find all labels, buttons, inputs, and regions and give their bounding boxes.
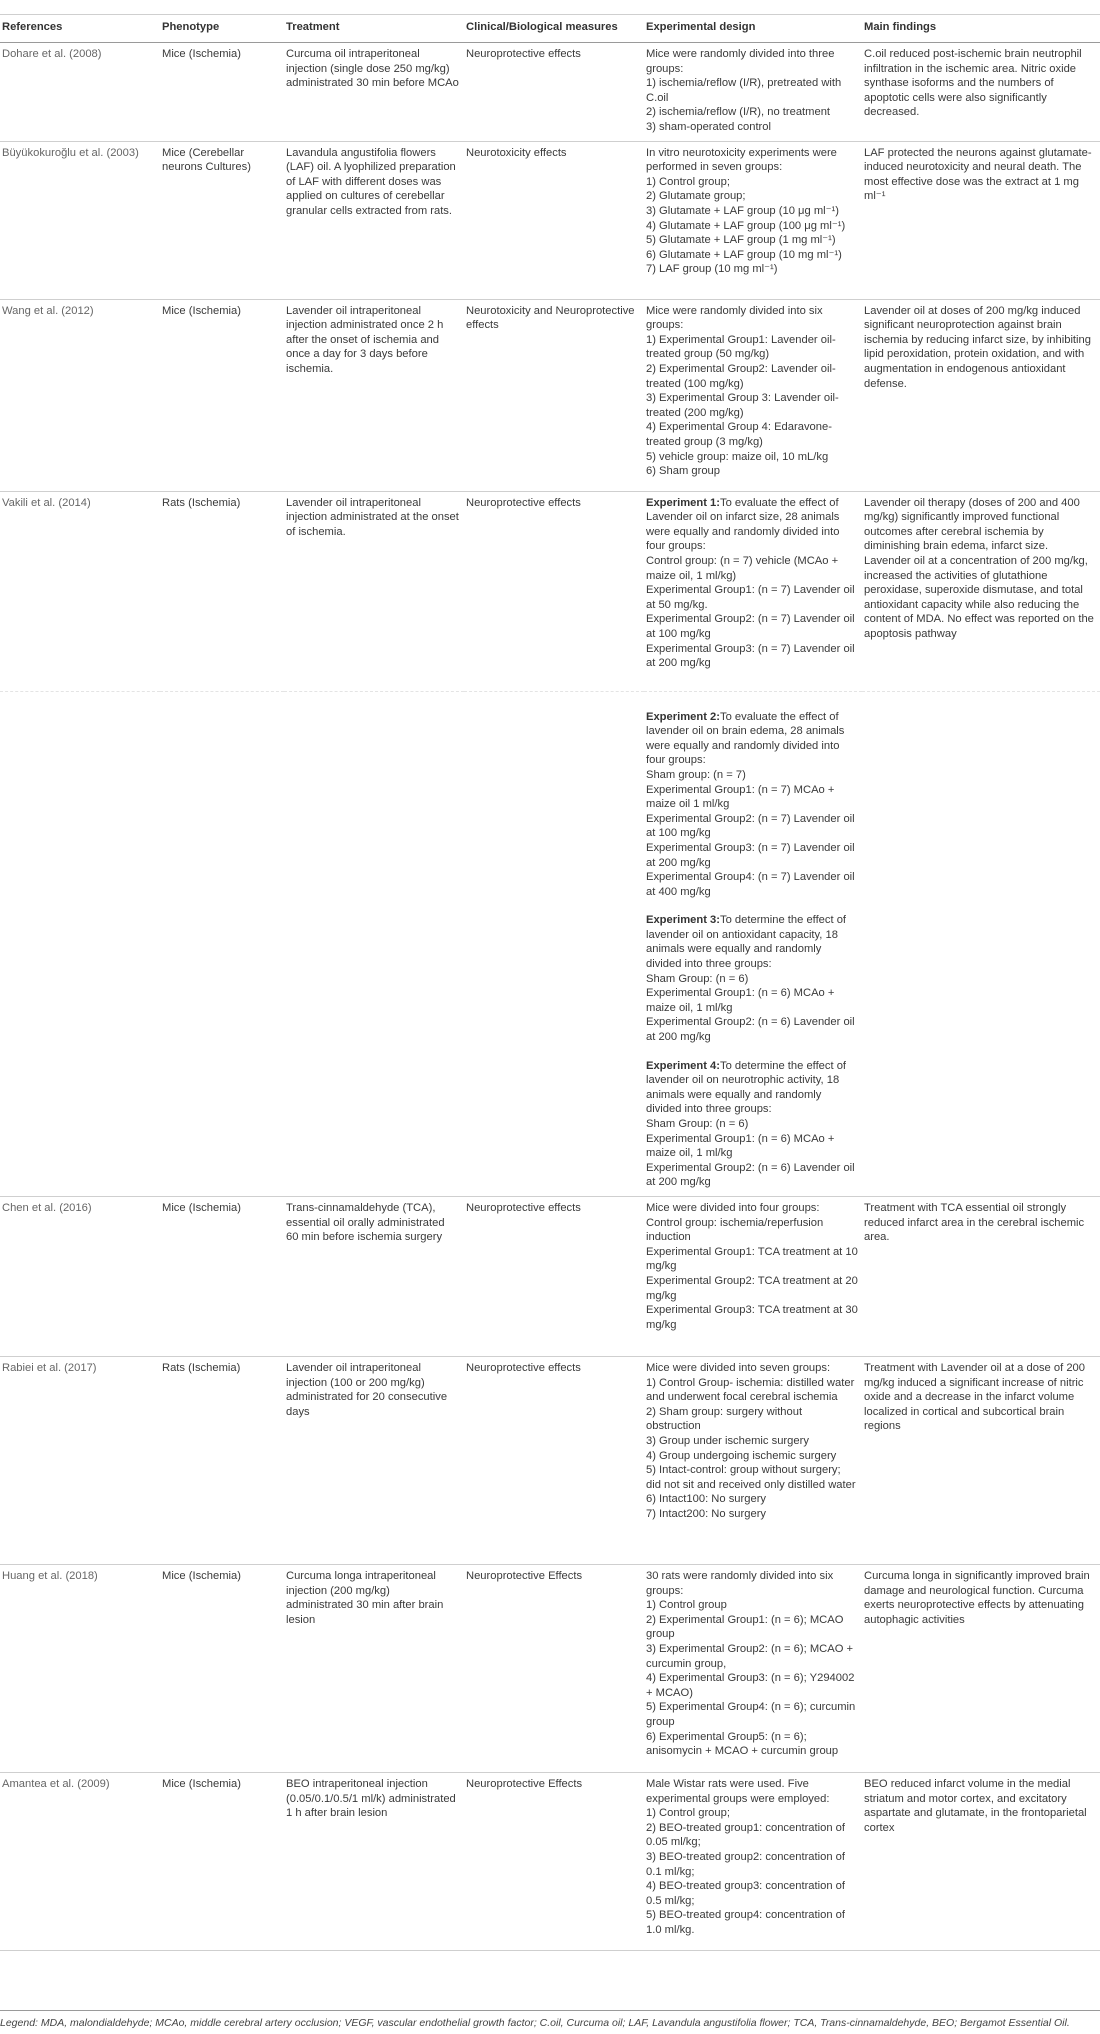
- header-references: References: [0, 15, 160, 43]
- design-line: 3) Glutamate + LAF group (10 μg ml⁻¹): [646, 204, 839, 217]
- design-line: 2) Experimental Group2: Lavender oil-treated (100 mg/kg): [646, 362, 836, 390]
- experiment-block: [646, 710, 858, 900]
- design-line: 6) Experimental Group5: (n = 6); anisomycin + MCAO + curcumin group: [646, 1730, 839, 1758]
- cell-design: [644, 43, 862, 142]
- design-line: Male Wistar rats were used. Five experimental groups were employed:: [646, 1777, 830, 1805]
- cell-treatment: BEO intraperitoneal injection (0.05/0.1/0.5/1 ml/k) administrated 1 h after brain lesion: [284, 1772, 464, 1950]
- design-line: 5) vehicle group: maize oil, 10 mL/kg: [646, 450, 829, 463]
- design-line: Control group: (n = 7) vehicle (MCAo + maize oil, 1 ml/kg): [646, 554, 839, 582]
- cell-reference: Rabiei et al. (2017): [0, 1356, 160, 1564]
- cell-measures: Neurotoxicity effects: [464, 141, 644, 299]
- cell-findings: Treatment with Lavender oil at a dose of 200 mg/kg induced a significant increase of nitric oxide and a decrease in the infarct volume localized in cortical and subcortical brain regions: [862, 1356, 1100, 1564]
- design-line: 5) BEO-treated group4: concentration of 1.0 ml/kg.: [646, 1909, 846, 1936]
- experiment-block: [646, 913, 858, 1044]
- cell-treatment: Lavandula angustifolia flowers (LAF) oil. A lyophilized preparation of LAF with different doses was applied on cultures of cerebellar granular cells extracted from rats.: [284, 141, 464, 299]
- design-line: Sham Group: (n = 6): [646, 972, 749, 985]
- experiment-text: To evaluate the effect of Lavender oil on infarct size, 28 animals were equally and randomly divided into four groups:: [646, 496, 840, 553]
- cell-treatment: Curcuma oil intraperitoneal injection (single dose 250 mg/kg) administrated 30 min before MCAo: [284, 43, 464, 142]
- design-line: 3) sham-operated control: [646, 120, 771, 133]
- design-line: In vitro neurotoxicity experiments were performed in seven groups:: [646, 146, 837, 174]
- design-line: Experimental Group2: (n = 7) Lavender oil at 100 mg/kg: [646, 613, 855, 640]
- design-line: Experimental Group4: (n = 7) Lavender oil at 400 mg/kg: [646, 871, 855, 898]
- design-line: 6) Glutamate + LAF group (10 mg ml⁻¹): [646, 248, 842, 261]
- cell-phenotype: Mice (Cerebellar neurons Cultures): [160, 141, 284, 299]
- cell-measures: Neurotoxicity and Neuroprotective effects: [464, 299, 644, 491]
- design-line: Experimental Group2: (n = 6) Lavender oil at 200 mg/kg: [646, 1161, 855, 1189]
- cell-findings: C.oil reduced post-ischemic brain neutrophil infiltration in the ischemic area. Nitric oxide synthase isoforms and the numbers of apoptotic cells were also significantly decreased.: [862, 43, 1100, 142]
- cell-design: [644, 299, 862, 491]
- table-row: [0, 1564, 1100, 1772]
- cell-findings: BEO reduced infarct volume in the medial striatum and motor cortex, and excitatory aspartate and glutamate, in the frontoparietal cortex: [862, 1772, 1100, 1950]
- cell-treatment: Curcuma longa intraperitoneal injection (200 mg/kg) administrated 30 min after brain lesion: [284, 1564, 464, 1772]
- cell-reference: Chen et al. (2016): [0, 1196, 160, 1356]
- experiment-title: Experiment 1:: [646, 496, 720, 509]
- table-row: [0, 1196, 1100, 1356]
- cell-treatment: Lavender oil intraperitoneal injection (100 or 200 mg/kg) administrated for 20 consecutive days: [284, 1356, 464, 1564]
- experiment-title: Experiment 2:: [646, 710, 720, 723]
- table-row-continuation: [0, 691, 1100, 1196]
- cell-measures: Neuroprotective effects: [464, 1196, 644, 1356]
- design-line: 1) Experimental Group1: Lavender oil-treated group (50 mg/kg): [646, 333, 836, 361]
- cell-design: [644, 491, 862, 691]
- design-line: 1) Control Group- ischemia: distilled water and underwent focal cerebral ischemia: [646, 1376, 855, 1404]
- design-line: Sham Group: (n = 6): [646, 1118, 749, 1130]
- cell-design: [644, 1196, 862, 1356]
- design-line: 7) Intact200: No surgery: [646, 1507, 767, 1520]
- cell-findings: Lavender oil at doses of 200 mg/kg induced significant neuroprotection against brain ischemia by reducing infarct size, by inhibiting lipid peroxidation, protein oxidation, and with augmentation in endogenous antioxidant defense.: [862, 299, 1100, 491]
- design-line: Mice were divided into seven groups:: [646, 1361, 831, 1374]
- cell-findings: LAF protected the neurons against glutamate-induced neurotoxicity and neural death. The most effective dose was the extract at 1 mg ml⁻¹: [862, 141, 1100, 299]
- cell-findings: Treatment with TCA essential oil strongly reduced infarct area in the cerebral ischemic area.: [862, 1196, 1100, 1356]
- header-phenotype: Phenotype: [160, 15, 284, 43]
- cell-phenotype: Mice (Ischemia): [160, 1564, 284, 1772]
- design-line: 6) Intact100: No surgery: [646, 1493, 767, 1506]
- table-header-row: [0, 15, 1100, 43]
- cell-design: [644, 141, 862, 299]
- cell-reference: Huang et al. (2018): [0, 1564, 160, 1772]
- cell-reference: Amantea et al. (2009): [0, 1772, 160, 1950]
- cell-reference: Wang et al. (2012): [0, 299, 160, 491]
- cell-reference: Vakili et al. (2014): [0, 491, 160, 691]
- design-line: 3) Experimental Group 3: Lavender oil-treated (200 mg/kg): [646, 392, 839, 419]
- design-line: 4) Experimental Group3: (n = 6); Y294002 + MCAO): [646, 1672, 855, 1699]
- design-line: Experimental Group1: (n = 6) MCAo + maize oil, 1 ml/kg: [646, 987, 835, 1014]
- table-legend: Legend: MDA, malondialdehyde; MCAo, middle cerebral artery occlusion; VEGF, vascular endothelial growth factor; C.oil, Curcuma oil; LAF, Lavandula angustifolia flower; TCA, Trans-cinnamaldehyde, BEO; Bergamot Essential Oil.: [0, 2010, 1100, 2031]
- header-treatment: Treatment: [284, 15, 464, 43]
- experiment-title: Experiment 4:: [646, 1059, 720, 1072]
- experiment-block: [646, 1059, 858, 1190]
- experiment-title: Experiment 3:: [646, 914, 720, 927]
- design-line: 1) Control group;: [646, 1807, 730, 1820]
- design-line: Mice were divided into four groups:: [646, 1201, 820, 1214]
- design-line: Experimental Group2: TCA treatment at 20 mg/kg: [646, 1274, 858, 1302]
- design-line: 2) Experimental Group1: (n = 6); MCAO group: [646, 1613, 844, 1641]
- header-design: Experimental design: [644, 15, 862, 43]
- table-row: [0, 1772, 1100, 1950]
- design-line: Experimental Group2: (n = 6) Lavender oil at 200 mg/kg: [646, 1016, 855, 1044]
- design-line: 3) BEO-treated group2: concentration of 0.1 ml/kg;: [646, 1850, 846, 1878]
- faded-caption-strip: [0, 0, 1100, 10]
- design-line: 5) Intact-control: group without surgery; did not sit and received only distilled water: [646, 1464, 856, 1491]
- table-row: [0, 1356, 1100, 1564]
- design-line: 2) BEO-treated group1: concentration of 0.05 ml/kg;: [646, 1821, 846, 1849]
- design-line: 2) Sham group: surgery without obstruction: [646, 1405, 803, 1433]
- cell-measures: Neuroprotective effects: [464, 491, 644, 691]
- cell-design: [644, 1356, 862, 1564]
- cell-treatment: Lavender oil intraperitoneal injection administrated at the onset of ischemia.: [284, 491, 464, 691]
- cell-phenotype: Mice (Ischemia): [160, 1772, 284, 1950]
- cell-design: [644, 1564, 862, 1772]
- table-row: [0, 299, 1100, 491]
- design-line: 4) BEO-treated group3: concentration of 0.5 ml/kg;: [646, 1880, 846, 1907]
- design-line: 4) Experimental Group 4: Edaravone-treated group (3 mg/kg): [646, 421, 832, 448]
- design-line: 5) Glutamate + LAF group (1 mg ml⁻¹): [646, 234, 836, 247]
- design-line: 30 rats were randomly divided into six groups:: [646, 1569, 834, 1597]
- design-line: 1) Control group: [646, 1599, 727, 1612]
- cell-measures: Neuroprotective Effects: [464, 1564, 644, 1772]
- design-line: Mice were randomly divided into three groups:: [646, 48, 835, 75]
- table-row: [0, 491, 1100, 691]
- design-line: Experimental Group3: (n = 7) Lavender oil at 200 mg/kg: [646, 642, 855, 670]
- design-line: 5) Experimental Group4: (n = 6); curcumin group: [646, 1701, 856, 1728]
- design-line: 1) Control group;: [646, 175, 730, 188]
- design-line: 4) Glutamate + LAF group (100 μg ml⁻¹): [646, 219, 846, 232]
- cell-measures: Neuroprotective effects: [464, 1356, 644, 1564]
- cell-phenotype: Mice (Ischemia): [160, 1196, 284, 1356]
- cell-findings: Curcuma longa in significantly improved brain damage and neurological function. Curcuma exerts neuroprotective effects by attenuating autophagic activities: [862, 1564, 1100, 1772]
- design-line: Mice were randomly divided into six groups:: [646, 304, 823, 332]
- header-measures: Clinical/Biological measures: [464, 15, 644, 43]
- cell-findings: Lavender oil therapy (doses of 200 and 400 mg/kg) significantly improved functional outcomes after cerebral ischemia by diminishing brain edema, infarct size. Lavender oil at a concentration of 200 mg/kg, increased the activities of glutathione peroxidase, superoxide dismutase, and total antioxidant capacity while also reducing the content of MDA. No effect was reported on the apoptosis pathway: [862, 491, 1100, 691]
- design-line: 7) LAF group (10 mg ml⁻¹): [646, 263, 778, 276]
- experiment-text: To evaluate the effect of lavender oil on brain edema, 28 animals were equally and randomly divided into four groups:: [646, 710, 845, 767]
- table-row: [0, 141, 1100, 299]
- design-line: Experimental Group3: (n = 7) Lavender oil at 200 mg/kg: [646, 841, 855, 869]
- experiment-text: To determine the effect of lavender oil on antioxidant capacity, 18 animals were equally and randomly divided into three groups:: [646, 914, 847, 971]
- cell-phenotype: Rats (Ischemia): [160, 1356, 284, 1564]
- design-line: Experimental Group1: (n = 7) MCAo + maize oil 1 ml/kg: [646, 783, 835, 811]
- experiment-block: [646, 496, 858, 671]
- design-line: 4) Group undergoing ischemic surgery: [646, 1449, 837, 1462]
- cell-measures: Neuroprotective Effects: [464, 1772, 644, 1950]
- header-findings: Main findings: [862, 15, 1100, 43]
- studies-table: [0, 14, 1100, 1951]
- table-row: [0, 43, 1100, 142]
- design-line: 6) Sham group: [646, 465, 721, 478]
- design-line: Sham group: (n = 7): [646, 768, 746, 781]
- design-line: 1) ischemia/reflow (I/R), pretreated with C.oil: [646, 77, 842, 104]
- design-line: Experimental Group1: (n = 6) MCAo + maize oil, 1 ml/kg: [646, 1132, 835, 1160]
- design-line: Experimental Group1: TCA treatment at 10 mg/kg: [646, 1245, 858, 1273]
- cell-reference: Büyükokuroğlu et al. (2003): [0, 141, 160, 299]
- design-line: Experimental Group2: (n = 7) Lavender oil at 100 mg/kg: [646, 812, 855, 840]
- cell-reference: Dohare et al. (2008): [0, 43, 160, 142]
- cell-treatment: Trans-cinnamaldehyde (TCA), essential oil orally administrated 60 min before ischemia surgery: [284, 1196, 464, 1356]
- design-line: Experimental Group1: (n = 7) Lavender oil at 50 mg/kg.: [646, 584, 855, 611]
- cell-design: [644, 691, 862, 1196]
- cell-phenotype: Mice (Ischemia): [160, 43, 284, 142]
- design-line: Experimental Group3: TCA treatment at 30 mg/kg: [646, 1304, 858, 1331]
- cell-treatment: Lavender oil intraperitoneal injection administrated once 2 h after the onset of ischemia and once a day for 3 days before ischemia.: [284, 299, 464, 491]
- design-line: 2) ischemia/reflow (I/R), no treatment: [646, 106, 831, 119]
- cell-phenotype: Rats (Ischemia): [160, 491, 284, 691]
- cell-phenotype: Mice (Ischemia): [160, 299, 284, 491]
- cell-measures: Neuroprotective effects: [464, 43, 644, 142]
- cell-design: [644, 1772, 862, 1950]
- design-line: 2) Glutamate group;: [646, 190, 746, 203]
- design-line: 3) Experimental Group2: (n = 6); MCAO + curcumin group,: [646, 1642, 854, 1670]
- design-line: Control group: ischemia/reperfusion induction: [646, 1216, 824, 1244]
- experiment-text: To determine the effect of lavender oil on neurotrophic activity, 18 animals were equally and randomly divided into three groups:: [646, 1059, 847, 1116]
- design-line: 3) Group under ischemic surgery: [646, 1434, 809, 1447]
